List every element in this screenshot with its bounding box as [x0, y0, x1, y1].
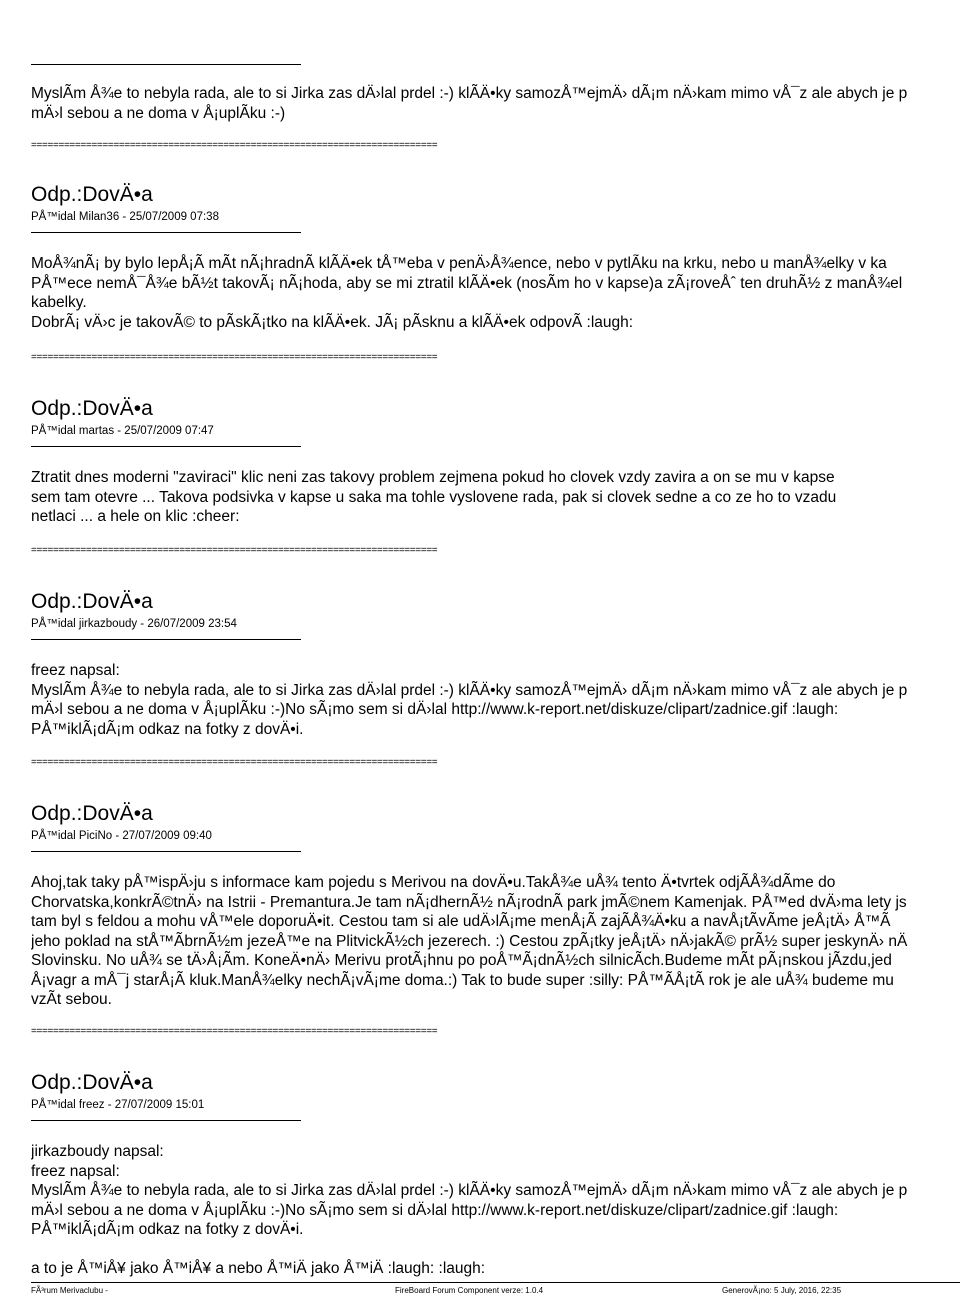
text-line: kabelky.	[31, 294, 87, 311]
post	[31, 1071, 960, 1279]
post	[31, 183, 960, 332]
post-meta: PÅ™idal freez - 27/07/2009 15:01	[31, 1099, 205, 1111]
intro-text	[31, 84, 960, 123]
text-line: mÄ›l sebou a ne doma v Å¡uplÃku :-)	[31, 104, 286, 122]
text-line: jeho poklad na stÅ™ÃbrnÃ½m jezeÅ™e na PlitvickÃ½ch jezerech. :) Cestou zpÃ¡tky jeÅ¡tÄ› nÄ›jakÃ© prÃ½ super jeskynÄ› nÄ	[31, 932, 908, 950]
post-body	[31, 254, 960, 332]
text-line: MyslÃm Å¾e to nebyla rada, ale to si Jirka zas dÄ›lal prdel :-) klÃÄ•ky samozÅ™ejmÄ› dÃ¡m nÄ›kam mimo vÅ¯z ale abych je p	[31, 1182, 908, 1199]
text-line: Ahoj,tak taky pÅ™ispÄ›ju s informace kam pojedu s Merivou na dovÄ•u.TakÅ¾e uÅ¾ tento Ä•tvrtek odjÃÅ¾dÃme do	[31, 874, 836, 891]
footer-rule	[31, 1282, 960, 1283]
post-meta: PÅ™idal PiciNo - 27/07/2009 09:40	[31, 830, 212, 842]
post-title: Odp.:DovÄ•a	[31, 802, 153, 825]
text-line: PÅ™iklÃ¡dÃ¡m odkaz na fotky z dovÄ•i.	[31, 1221, 304, 1238]
text-line	[31, 1240, 960, 1260]
text-line: a to je Å™iÅ¥ jako Å™iÅ¥ a nebo Å™iÄ jako Å™iÄ :laugh: :laugh:	[31, 1260, 486, 1277]
text-line: MyslÃm Å¾e to nebyla rada, ale to si Jirka zas dÄ›lal prdel :-) klÃÄ•ky samozÅ™ejmÄ› dÃ¡m nÄ›kam mimo vÅ¯z ale abych je p	[31, 85, 908, 102]
post-rule	[31, 851, 301, 852]
post-meta: PÅ™idal martas - 25/07/2009 07:47	[31, 425, 214, 437]
text-line: DobrÃ¡ vÄ›c je takovÃ© to pÃskÃ¡tko na klÃÄ•ek. JÃ¡ pÃsknu a klÃÄ•ek odpovÃ :laugh:	[31, 313, 634, 331]
post	[31, 802, 960, 1010]
text-line: MyslÃm Å¾e to nebyla rada, ale to si Jirka zas dÄ›lal prdel :-) klÃÄ•ky samozÅ™ejmÄ› dÃ¡m nÄ›kam mimo vÅ¯z ale abych je p	[31, 681, 908, 699]
text-line: PÅ™ece nemÅ¯Å¾e bÃ½t takovÃ¡ nÃ¡hoda, aby se mi ztratil klÃÄ•ek (nosÃm ho v kapse)a zÃ¡roveÅˆ ten druhÃ½ z manÅ¾el	[31, 274, 903, 292]
text-line: jirkazboudy napsal:	[31, 1143, 164, 1160]
post-body	[31, 873, 960, 1010]
post	[31, 590, 960, 739]
post-rule	[31, 232, 301, 233]
post-title: Odp.:DovÄ•a	[31, 590, 153, 613]
footer-left: FÃ³rum Merivaclubu -	[31, 1286, 108, 1295]
text-line: PÅ™iklÃ¡dÃ¡m odkaz na fotky z dovÄ•i.	[31, 720, 304, 738]
post-rule	[31, 639, 301, 640]
post-body	[31, 1142, 960, 1279]
separator: ==========================================================================	[31, 757, 438, 768]
post-body	[31, 661, 960, 739]
separator: ==========================================================================	[31, 352, 438, 363]
post-meta: PÅ™idal jirkazboudy - 26/07/2009 23:54	[31, 618, 237, 630]
text-line: Ztratit dnes moderni "zaviraci" klic neni zas takovy problem zejmena pokud ho clovek vzdy zavira a on se mu v kapse	[31, 469, 835, 486]
text-line: Å¡vagr a mÅ¯j starÅ¡Ã kluk.ManÅ¾elky nechÃ¡vÃ¡me doma.:) Tak to bude super :silly: PÅ™ÃÅ¡tÃ rok je ale uÅ¾ budeme mu	[31, 971, 894, 989]
footer-center: FireBoard Forum Component verze: 1.0.4	[395, 1286, 544, 1295]
text-line: freez napsal:	[31, 1162, 120, 1180]
text-line: freez napsal:	[31, 662, 120, 679]
post-rule	[31, 446, 301, 447]
separator: ==========================================================================	[31, 545, 438, 556]
post-meta: PÅ™idal Milan36 - 25/07/2009 07:38	[31, 211, 219, 223]
text-line: sem tam otevre ... Takova podsivka v kapse u saka ma tohle vyslovene rada, pak si clovek sedne a co ze ho to vzadu	[31, 488, 837, 506]
text-line: netlaci ... a hele on klic :cheer:	[31, 508, 240, 525]
separator: ==========================================================================	[31, 1026, 438, 1037]
text-line: vzÃt sebou.	[31, 991, 112, 1008]
post-title: Odp.:DovÄ•a	[31, 183, 153, 206]
post-rule	[31, 1120, 301, 1121]
text-line: tam byl s feldou a mohu vÅ™ele doporuÄ•it. Cestou tam si ale udÄ›lÃ¡me menÅ¡Ã zajÃÅ¾Ä•ku a navÅ¡tÃvÃme jeÅ¡tÄ› Å™Ã	[31, 913, 891, 930]
text-line: mÄ›l sebou a ne doma v Å¡uplÃku :-)No sÃ¡mo sem si dÄ›lal http://www.k-report.net/diskuze/clipart/zadnice.gif :laugh:	[31, 701, 839, 718]
footer-right: GenerovÃ¡no: 5 July, 2016, 22:35	[722, 1286, 842, 1295]
post-title: Odp.:DovÄ•a	[31, 1071, 153, 1094]
top-rule	[31, 64, 301, 65]
text-line: MoÅ¾nÃ¡ by bylo lepÅ¡Ã mÃt nÃ¡hradnÃ klÃÄ•ek tÅ™eba v penÄ›Å¾ence, nebo v pytlÃku na krku, nebo u manÅ¾elky v ka	[31, 255, 887, 272]
post-title: Odp.:DovÄ•a	[31, 397, 153, 420]
post	[31, 397, 960, 527]
text-line: Slovinsku. No uÅ¾ se tÄ›Å¡Ãm. KoneÄ•nÄ› Merivu protÃ¡hnu po poÅ™Ã¡dnÃ½ch silnicÃch.Budeme mÃt pÃ¡nskou jÃzdu,jed	[31, 952, 892, 969]
text-line: Chorvatska,konkrÃ©tnÄ› na Istrii - Premantura.Je tam nÃ¡dhernÃ½ nÃ¡rodnÃ park jmÃ©nem Kamenjak. PÅ™ed dvÄ›ma lety js	[31, 893, 907, 911]
text-line: mÄ›l sebou a ne doma v Å¡uplÃku :-)No sÃ¡mo sem si dÄ›lal http://www.k-report.net/diskuze/clipart/zadnice.gif :laugh:	[31, 1201, 839, 1219]
post-body	[31, 468, 960, 527]
separator: ==========================================================================	[31, 140, 438, 151]
